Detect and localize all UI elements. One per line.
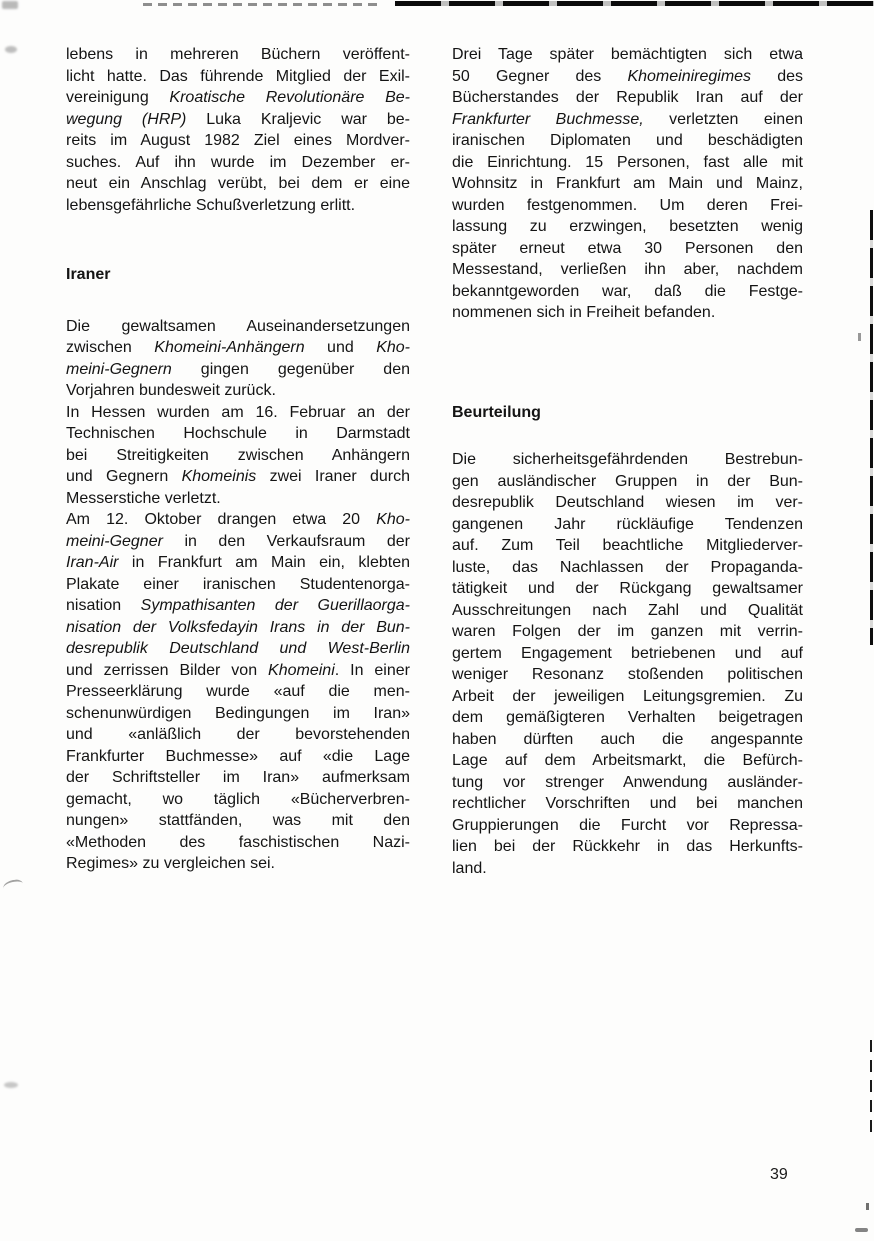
text-line: wegung (HRP) Luka Kraljevic war be-	[66, 110, 410, 128]
text-line: Regimes» zu vergleichen sei.	[66, 855, 275, 872]
paragraph	[452, 449, 803, 879]
text-line: dem gemäßigteren Verhalten beigetragen	[452, 709, 803, 726]
text-line: gangenen Jahr rückläufige Tendenzen	[452, 515, 803, 533]
text-line: Gruppierungen die Furcht vor Repressa-	[452, 816, 803, 834]
scan-artifact-right-tick	[858, 333, 861, 341]
text-line: tätigkeit und der Rückgang gewaltsamer	[452, 580, 803, 597]
text-line: Wohnsitz in Frankfurt am Main und Mainz,	[452, 175, 803, 192]
text-line: lassung zu erzwingen, besetzten wenig	[452, 218, 803, 235]
scan-artifact-corner-smudge	[2, 1, 18, 9]
paragraph	[66, 44, 410, 216]
scan-artifact-top-streak-right	[395, 1, 874, 6]
text-line: gen ausländischer Gruppen in der Bun-	[452, 472, 803, 490]
text-line: «Methoden des faschistischen Nazi-	[66, 833, 410, 851]
text-line: Bücherstandes der Republik Iran auf der	[452, 89, 803, 106]
text-line: Arbeit der jeweiligen Leitungsgremien. Zu	[452, 687, 803, 705]
text-line: reits im August 1982 Ziel eines Mordver-	[66, 132, 410, 149]
text-line: Messerstiche verletzt.	[66, 489, 221, 507]
text-line: vereinigung Kroatische Revolutionäre Be-	[66, 89, 411, 106]
text-line: Presseerklärung wurde «auf die men-	[66, 683, 410, 700]
scan-artifact-right-edge-line-upper	[870, 210, 873, 645]
right-column	[452, 44, 803, 879]
text-line: lebensgefährliche Schußverletzung erlitt.	[66, 196, 356, 214]
text-line: nisation Sympathisanten der Guerillaorga-	[66, 597, 411, 614]
text-line: nungen» stattfänden, was mit den	[66, 812, 410, 829]
text-line: Die sicherheitsgefährdenden Bestrebun-	[452, 451, 803, 468]
paragraph	[66, 402, 410, 510]
text-line: Plakate einer iranischen Studentenorga-	[66, 575, 410, 593]
text-line: Technischen Hochschule in Darmstadt	[66, 425, 410, 442]
page-number: 39	[770, 1166, 788, 1183]
scan-artifact-left-dot	[5, 46, 17, 53]
scan-artifact-right-edge-line-lower	[870, 1040, 872, 1140]
text-line: Am 12. Oktober drangen etwa 20 Kho-	[66, 511, 410, 528]
text-line: tung vor strenger Anwendung ausländer-	[452, 773, 803, 791]
text-line: meini-Gegnern gingen gegenüber den	[66, 360, 410, 378]
text-line: Messestand, verließen ihn aber, nachdem	[452, 261, 803, 278]
text-line: und «anläßlich der bevorstehenden	[66, 726, 410, 743]
text-line: Iraner	[66, 266, 111, 283]
text-line: meini-Gegner in den Verkaufsraum der	[66, 532, 410, 550]
text-line: haben dürften auch die angespannte	[452, 730, 803, 748]
paragraph	[66, 316, 410, 402]
text-line: iranischen Diplomaten und beschädigten	[452, 132, 803, 149]
scan-artifact-right-mark	[866, 1203, 869, 1210]
paragraph	[66, 509, 410, 875]
text-line: Iran-Air in Frankfurt am Main ein, klebten	[66, 554, 410, 571]
text-line: suches. Auf ihn wurde im Dezember er-	[66, 153, 410, 171]
text-line: rechtlicher Vorschriften und bei manchen	[452, 795, 803, 812]
text-line: waren Folgen der im ganzen mit verrin-	[452, 623, 803, 640]
scan-artifact-top-streak-left	[143, 3, 383, 6]
text-line: weniger Resonanz stoßenden politischen	[452, 666, 803, 683]
text-line: Drei Tage später bemächtigten sich etwa	[452, 46, 803, 63]
text-line: Lage auf dem Arbeitsmarkt, die Befürch-	[452, 752, 803, 769]
text-line: bekanntgeworden war, daß die Festge-	[452, 282, 803, 300]
text-line: und zerrissen Bilder von Khomeini. In einer	[66, 661, 410, 679]
scan-artifact-bottom-mark	[855, 1228, 868, 1232]
text-line: lien bei der Rückkehr in das Herkunfts-	[452, 838, 803, 855]
text-line: gemacht, wo täglich «Bücherverbren-	[66, 790, 410, 808]
text-line: desrepublik Deutschland wiesen im ver-	[452, 494, 803, 511]
text-line: schenunwürdigen Bedingungen im Iran»	[66, 704, 410, 722]
text-line: In Hessen wurden am 16. Februar an der	[66, 403, 410, 421]
text-line: die Einrichtung. 15 Personen, fast alle mit	[452, 153, 803, 171]
text-line: später erneut etwa 30 Personen den	[452, 239, 803, 257]
text-line: lebens in mehreren Büchern veröffent-	[66, 46, 410, 63]
text-line: nisation der Volksfedayin Irans in der Bun-	[66, 618, 410, 636]
section-heading	[452, 402, 803, 424]
text-line: neut ein Anschlag verübt, bei dem er eine	[66, 175, 410, 192]
text-line: desrepublik Deutschland und West-Berlin	[66, 640, 410, 657]
text-line: Beurteilung	[452, 403, 541, 421]
text-line: Vorjahren bundesweit zurück.	[66, 382, 276, 399]
text-line: zwischen Khomeini-Anhängern und Kho-	[66, 339, 410, 356]
text-line: wurden festgenommen. Um deren Frei-	[452, 196, 803, 214]
text-line: nommenen sich in Freiheit befanden.	[452, 304, 716, 321]
text-line: gertem Engagement betriebenen und auf	[452, 644, 803, 662]
left-column	[66, 44, 410, 875]
text-line: auf. Zum Teil beachtliche Mitgliederver-	[452, 537, 803, 554]
text-line: Die gewaltsamen Auseinandersetzungen	[66, 317, 410, 335]
text-line: der Schriftsteller im Iran» aufmerksam	[66, 769, 410, 786]
scan-artifact-left-squiggle	[2, 879, 23, 894]
paragraph	[452, 44, 803, 324]
text-line: land.	[452, 859, 487, 877]
text-line: Frankfurter Buchmesse, verletzten einen	[452, 110, 803, 128]
text-line: luste, das Nachlassen der Propaganda-	[452, 558, 803, 576]
text-line: 50 Gegner des Khomeiniregimes des	[452, 67, 803, 85]
text-line: und Gegnern Khomeinis zwei Iraner durch	[66, 468, 410, 485]
scan-artifact-left-dot-lower	[4, 1082, 18, 1088]
text-line: licht hatte. Das führende Mitglied der Exil-	[66, 67, 410, 85]
text-line: bei Streitigkeiten zwischen Anhängern	[66, 446, 410, 464]
text-line: Ausschreitungen nach Zahl und Qualität	[452, 601, 803, 619]
text-line: Frankfurter Buchmesse» auf «die Lage	[66, 747, 410, 765]
section-heading	[66, 264, 410, 286]
